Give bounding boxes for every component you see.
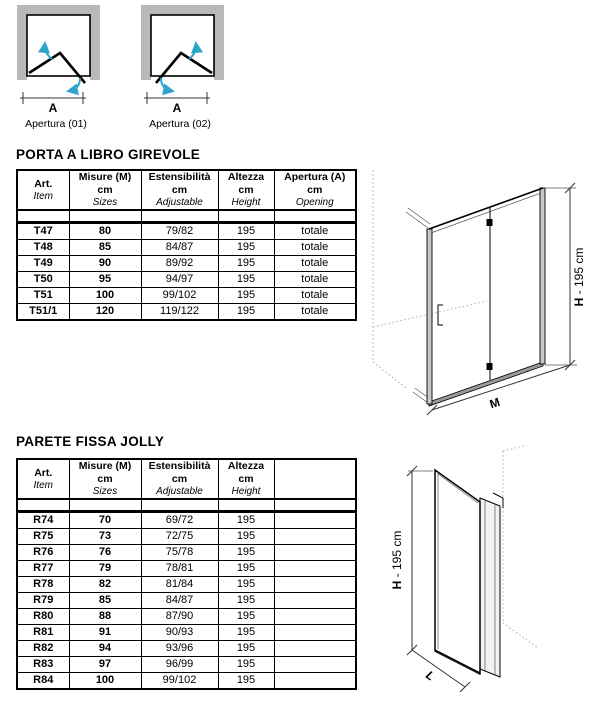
width-dimension (144, 92, 210, 115)
apertura-01-diagram (12, 2, 124, 134)
table-row (17, 609, 356, 625)
fixed-panel (435, 470, 503, 677)
width-dimension-label: L (423, 667, 438, 684)
cell-art: T51/1 (17, 304, 69, 321)
cell-art: T48 (17, 240, 69, 256)
cell-estensibilita: 87/90 (141, 609, 218, 625)
header-line2: Sizes (92, 197, 118, 208)
height-dimension (390, 466, 433, 655)
cell-art: R80 (17, 609, 69, 625)
close-arrow-icon (69, 78, 80, 91)
header-line2: Adjustable (156, 486, 203, 497)
porta-table (16, 169, 357, 321)
left-profile (427, 229, 432, 404)
cell-estensibilita: 90/93 (141, 625, 218, 641)
col-header-misure (69, 459, 141, 499)
header-line1: Estensibilità cm (148, 171, 211, 196)
construction-line (503, 623, 538, 648)
back-profile (480, 498, 500, 677)
apertura-02-diagram (136, 2, 248, 134)
cell-apertura: totale (274, 288, 356, 304)
cell-art: R81 (17, 625, 69, 641)
cell-estensibilita: 99/102 (141, 288, 218, 304)
cell-apertura: totale (274, 240, 356, 256)
cell-art: R76 (17, 545, 69, 561)
table-row (17, 240, 356, 256)
table-row (17, 657, 356, 673)
cell-altezza: 195 (218, 625, 274, 641)
cell-empty (274, 545, 356, 561)
table-row (17, 577, 356, 593)
header-line2: Item (33, 190, 53, 202)
header-line2: Sizes (92, 486, 118, 497)
cell-altezza: 195 (218, 272, 274, 288)
cell-estensibilita: 89/92 (141, 256, 218, 272)
table-row (17, 304, 356, 321)
cell-altezza: 195 (218, 593, 274, 609)
cell-art: R74 (17, 512, 69, 529)
cell-altezza: 195 (218, 609, 274, 625)
handle-icon (438, 305, 443, 325)
table-row (17, 545, 356, 561)
cell-misure: 76 (69, 545, 141, 561)
cell-empty (274, 577, 356, 593)
apertura-02-caption: Apertura (02) (149, 118, 211, 130)
cell-estensibilita: 119/122 (141, 304, 218, 321)
cell-art: T49 (17, 256, 69, 272)
col-header-estensibilita (141, 170, 218, 210)
wall-profile-lines (406, 208, 430, 403)
header-line2: Height (231, 486, 261, 497)
spacer-row (17, 499, 356, 512)
width-dimension-label: A (172, 101, 182, 115)
table-row (17, 641, 356, 657)
cell-misure: 94 (69, 641, 141, 657)
cell-altezza: 195 (218, 529, 274, 545)
cell-estensibilita: 99/102 (141, 673, 218, 690)
header-line1: Altezza cm (227, 460, 265, 485)
cell-misure: 120 (69, 304, 141, 321)
door-panel (427, 188, 545, 406)
header-line1: Altezza cm (227, 171, 265, 196)
cell-estensibilita: 96/99 (141, 657, 218, 673)
cell-art: R78 (17, 577, 69, 593)
cell-empty (274, 625, 356, 641)
table-row (17, 288, 356, 304)
height-dimension (545, 183, 586, 370)
cell-apertura: totale (274, 223, 356, 240)
table-row (17, 223, 356, 240)
cell-apertura: totale (274, 304, 356, 321)
cell-estensibilita: 75/78 (141, 545, 218, 561)
cell-empty (274, 657, 356, 673)
col-header-art (17, 459, 69, 499)
width-dimension-label: M (487, 394, 502, 412)
spacer-row (17, 210, 356, 223)
glass-face (435, 470, 480, 673)
col-header-altezza (218, 170, 274, 210)
col-header-empty (274, 459, 356, 499)
table-row (17, 529, 356, 545)
cell-misure: 79 (69, 561, 141, 577)
cell-altezza: 195 (218, 545, 274, 561)
cell-empty (274, 609, 356, 625)
hinge-icon (487, 363, 493, 370)
col-header-altezza (218, 459, 274, 499)
cell-altezza: 195 (218, 288, 274, 304)
table-row (17, 272, 356, 288)
cell-estensibilita: 79/82 (141, 223, 218, 240)
hinge-icon (487, 219, 493, 226)
cell-art: T50 (17, 272, 69, 288)
cell-altezza: 195 (218, 256, 274, 272)
header-line1: Misure (M) cm (78, 171, 132, 196)
header-line2: Item (33, 479, 53, 491)
cell-art: R79 (17, 593, 69, 609)
cell-misure: 85 (69, 593, 141, 609)
cell-art: R82 (17, 641, 69, 657)
header-line1: Art. (34, 466, 53, 479)
cell-art: T51 (17, 288, 69, 304)
construction-line (503, 445, 527, 451)
right-profile (540, 188, 545, 364)
col-header-apertura (274, 170, 356, 210)
bottom-profile (429, 362, 543, 406)
cell-empty (274, 673, 356, 690)
cell-altezza: 195 (218, 512, 274, 529)
height-dimension-label: H - 195 cm (572, 247, 586, 307)
header-line1: Misure (M) cm (78, 460, 132, 485)
header-line2: Height (231, 197, 261, 208)
col-header-misure (69, 170, 141, 210)
cell-apertura: totale (274, 256, 356, 272)
cell-misure: 95 (69, 272, 141, 288)
cell-art: T47 (17, 223, 69, 240)
cell-empty (274, 641, 356, 657)
header-line2: Opening (295, 197, 334, 208)
width-dimension-label: A (48, 101, 58, 115)
cell-altezza: 195 (218, 673, 274, 690)
header-line1: Art. (34, 177, 53, 190)
cell-art: R75 (17, 529, 69, 545)
cell-misure: 100 (69, 673, 141, 690)
parete-table (16, 458, 357, 690)
cell-misure: 85 (69, 240, 141, 256)
cell-estensibilita: 93/96 (141, 641, 218, 657)
cell-misure: 100 (69, 288, 141, 304)
cell-altezza: 195 (218, 577, 274, 593)
table-row (17, 256, 356, 272)
cell-empty (274, 529, 356, 545)
cell-estensibilita: 81/84 (141, 577, 218, 593)
width-dimension (20, 92, 86, 115)
cell-misure: 80 (69, 223, 141, 240)
cell-estensibilita: 69/72 (141, 512, 218, 529)
header-line2: Adjustable (156, 197, 203, 208)
cell-misure: 90 (69, 256, 141, 272)
header-row (17, 170, 356, 210)
col-header-estensibilita (141, 459, 218, 499)
porta-section-title: PORTA A LIBRO GIREVOLE (16, 147, 201, 162)
cell-empty (274, 561, 356, 577)
cell-art: R77 (17, 561, 69, 577)
header-row (17, 459, 356, 499)
apertura-01-caption: Apertura (01) (25, 118, 87, 130)
cell-altezza: 195 (218, 223, 274, 240)
cell-estensibilita: 78/81 (141, 561, 218, 577)
parete-section-title: PARETE FISSA JOLLY (16, 434, 165, 449)
height-dimension-label: H - 195 cm (390, 530, 404, 590)
cell-empty (274, 593, 356, 609)
cell-altezza: 195 (218, 304, 274, 321)
cell-altezza: 195 (218, 240, 274, 256)
cell-estensibilita: 84/87 (141, 240, 218, 256)
cell-misure: 70 (69, 512, 141, 529)
cell-altezza: 195 (218, 641, 274, 657)
cell-apertura: totale (274, 272, 356, 288)
cell-misure: 88 (69, 609, 141, 625)
header-line1: Estensibilità cm (148, 460, 211, 485)
width-dimension (427, 365, 570, 415)
close-arrow-icon (161, 78, 172, 91)
cell-estensibilita: 72/75 (141, 529, 218, 545)
cell-estensibilita: 84/87 (141, 593, 218, 609)
cell-art: R83 (17, 657, 69, 673)
cell-misure: 73 (69, 529, 141, 545)
cell-empty (274, 512, 356, 529)
table-row (17, 512, 356, 529)
col-header-art (17, 170, 69, 210)
porta-isometric-drawing (370, 162, 607, 430)
cell-misure: 97 (69, 657, 141, 673)
parete-isometric-drawing (375, 443, 607, 703)
cell-art: R84 (17, 673, 69, 690)
cell-misure: 91 (69, 625, 141, 641)
cell-estensibilita: 94/97 (141, 272, 218, 288)
table-row (17, 673, 356, 690)
construction-line (373, 362, 406, 388)
table-row (17, 593, 356, 609)
table-row (17, 625, 356, 641)
cell-altezza: 195 (218, 561, 274, 577)
header-line1: Apertura (A) cm (284, 171, 346, 196)
cell-misure: 82 (69, 577, 141, 593)
cell-altezza: 195 (218, 657, 274, 673)
table-row (17, 561, 356, 577)
